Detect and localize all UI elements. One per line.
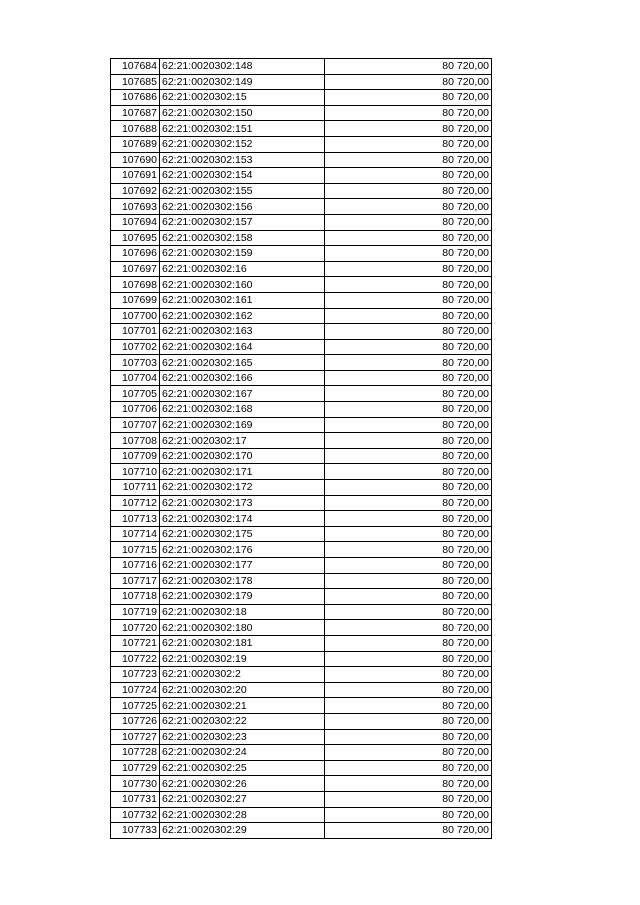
table-row — [111, 59, 492, 75]
cadastral-number-cell: 62:21:0020302:17 — [160, 433, 325, 449]
cadastral-value-cell: 80 720,00 — [325, 526, 492, 542]
cadastral-number-cell: 62:21:0020302:160 — [160, 277, 325, 293]
cadastral-value-cell: 80 720,00 — [325, 667, 492, 683]
row-number-cell: 107719 — [111, 604, 160, 620]
table-row — [111, 370, 492, 386]
table-row — [111, 480, 492, 496]
table-row — [111, 698, 492, 714]
table-row — [111, 308, 492, 324]
row-number-cell: 107718 — [111, 589, 160, 605]
row-number-cell: 107701 — [111, 324, 160, 340]
table-row — [111, 246, 492, 262]
table-row — [111, 105, 492, 121]
table-row — [111, 635, 492, 651]
cadastral-number-cell: 62:21:0020302:161 — [160, 292, 325, 308]
cadastral-number-cell: 62:21:0020302:19 — [160, 651, 325, 667]
row-number-cell: 107705 — [111, 386, 160, 402]
row-number-cell: 107695 — [111, 230, 160, 246]
cadastral-number-cell: 62:21:0020302:27 — [160, 791, 325, 807]
table-row — [111, 448, 492, 464]
row-number-cell: 107694 — [111, 214, 160, 230]
cadastral-value-cell: 80 720,00 — [325, 230, 492, 246]
cadastral-value-cell: 80 720,00 — [325, 136, 492, 152]
table-row — [111, 729, 492, 745]
cadastral-value-cell: 80 720,00 — [325, 776, 492, 792]
row-number-cell: 107692 — [111, 183, 160, 199]
cadastral-number-cell: 62:21:0020302:155 — [160, 183, 325, 199]
row-number-cell: 107687 — [111, 105, 160, 121]
table-row — [111, 760, 492, 776]
table-row — [111, 230, 492, 246]
row-number-cell: 107684 — [111, 59, 160, 75]
cadastral-value-cell: 80 720,00 — [325, 59, 492, 75]
cadastral-number-cell: 62:21:0020302:152 — [160, 136, 325, 152]
cadastral-number-cell: 62:21:0020302:156 — [160, 199, 325, 215]
row-number-cell: 107706 — [111, 402, 160, 418]
cadastral-number-cell: 62:21:0020302:162 — [160, 308, 325, 324]
row-number-cell: 107702 — [111, 339, 160, 355]
cadastral-value-cell: 80 720,00 — [325, 246, 492, 262]
cadastral-value-cell: 80 720,00 — [325, 105, 492, 121]
cadastral-value-cell: 80 720,00 — [325, 573, 492, 589]
cadastral-number-cell: 62:21:0020302:164 — [160, 339, 325, 355]
cadastral-value-cell: 80 720,00 — [325, 433, 492, 449]
cadastral-number-cell: 62:21:0020302:163 — [160, 324, 325, 340]
cadastral-value-cell: 80 720,00 — [325, 713, 492, 729]
table-row — [111, 277, 492, 293]
cadastral-value-cell: 80 720,00 — [325, 698, 492, 714]
row-number-cell: 107712 — [111, 495, 160, 511]
cadastral-value-cell: 80 720,00 — [325, 168, 492, 184]
cadastral-number-cell: 62:21:0020302:25 — [160, 760, 325, 776]
cadastral-value-cell: 80 720,00 — [325, 370, 492, 386]
cadastral-number-cell: 62:21:0020302:148 — [160, 59, 325, 75]
cadastral-number-cell: 62:21:0020302:24 — [160, 745, 325, 761]
table-row — [111, 74, 492, 90]
cadastral-number-cell: 62:21:0020302:21 — [160, 698, 325, 714]
cadastral-number-cell: 62:21:0020302:28 — [160, 807, 325, 823]
table-row — [111, 682, 492, 698]
cadastral-value-cell: 80 720,00 — [325, 807, 492, 823]
table-row — [111, 542, 492, 558]
row-number-cell: 107708 — [111, 433, 160, 449]
table-row — [111, 791, 492, 807]
cadastral-number-cell: 62:21:0020302:173 — [160, 495, 325, 511]
cadastral-number-cell: 62:21:0020302:165 — [160, 355, 325, 371]
row-number-cell: 107710 — [111, 464, 160, 480]
row-number-cell: 107700 — [111, 308, 160, 324]
cadastral-value-cell: 80 720,00 — [325, 729, 492, 745]
cadastral-number-cell: 62:21:0020302:151 — [160, 121, 325, 137]
cadastral-value-cell: 80 720,00 — [325, 791, 492, 807]
table-row — [111, 511, 492, 527]
table-row — [111, 573, 492, 589]
row-number-cell: 107730 — [111, 776, 160, 792]
cadastral-number-cell: 62:21:0020302:22 — [160, 713, 325, 729]
cadastral-value-cell: 80 720,00 — [325, 199, 492, 215]
cadastral-number-cell: 62:21:0020302:26 — [160, 776, 325, 792]
cadastral-number-cell: 62:21:0020302:181 — [160, 635, 325, 651]
cadastral-number-cell: 62:21:0020302:20 — [160, 682, 325, 698]
row-number-cell: 107713 — [111, 511, 160, 527]
cadastral-value-cell: 80 720,00 — [325, 277, 492, 293]
cadastral-number-cell: 62:21:0020302:150 — [160, 105, 325, 121]
cadastral-value-cell: 80 720,00 — [325, 464, 492, 480]
cadastral-number-cell: 62:21:0020302:172 — [160, 480, 325, 496]
row-number-cell: 107728 — [111, 745, 160, 761]
cadastral-number-cell: 62:21:0020302:29 — [160, 823, 325, 839]
row-number-cell: 107731 — [111, 791, 160, 807]
cadastral-value-cell: 80 720,00 — [325, 417, 492, 433]
cadastral-number-cell: 62:21:0020302:149 — [160, 74, 325, 90]
cadastral-value-cell: 80 720,00 — [325, 261, 492, 277]
row-number-cell: 107689 — [111, 136, 160, 152]
cadastral-value-cell: 80 720,00 — [325, 558, 492, 574]
row-number-cell: 107729 — [111, 760, 160, 776]
cadastral-number-cell: 62:21:0020302:153 — [160, 152, 325, 168]
table-row — [111, 464, 492, 480]
row-number-cell: 107722 — [111, 651, 160, 667]
row-number-cell: 107709 — [111, 448, 160, 464]
cadastral-value-cell: 80 720,00 — [325, 402, 492, 418]
row-number-cell: 107721 — [111, 635, 160, 651]
cadastral-number-cell: 62:21:0020302:15 — [160, 90, 325, 106]
table-row — [111, 651, 492, 667]
row-number-cell: 107727 — [111, 729, 160, 745]
table-row — [111, 558, 492, 574]
cadastral-number-cell: 62:21:0020302:168 — [160, 402, 325, 418]
row-number-cell: 107724 — [111, 682, 160, 698]
row-number-cell: 107725 — [111, 698, 160, 714]
row-number-cell: 107697 — [111, 261, 160, 277]
row-number-cell: 107691 — [111, 168, 160, 184]
cadastral-value-table — [110, 58, 492, 839]
table-row — [111, 214, 492, 230]
cadastral-value-cell: 80 720,00 — [325, 355, 492, 371]
row-number-cell: 107704 — [111, 370, 160, 386]
table-row — [111, 183, 492, 199]
cadastral-value-cell: 80 720,00 — [325, 495, 492, 511]
cadastral-value-cell: 80 720,00 — [325, 90, 492, 106]
table-row — [111, 745, 492, 761]
cadastral-value-cell: 80 720,00 — [325, 823, 492, 839]
row-number-cell: 107723 — [111, 667, 160, 683]
table-row — [111, 589, 492, 605]
cadastral-value-cell: 80 720,00 — [325, 339, 492, 355]
table-row — [111, 90, 492, 106]
cadastral-value-cell: 80 720,00 — [325, 121, 492, 137]
table-row — [111, 121, 492, 137]
row-number-cell: 107716 — [111, 558, 160, 574]
cadastral-value-cell: 80 720,00 — [325, 152, 492, 168]
cadastral-number-cell: 62:21:0020302:170 — [160, 448, 325, 464]
table-row — [111, 667, 492, 683]
cadastral-number-cell: 62:21:0020302:171 — [160, 464, 325, 480]
cadastral-number-cell: 62:21:0020302:179 — [160, 589, 325, 605]
cadastral-value-cell: 80 720,00 — [325, 511, 492, 527]
cadastral-number-cell: 62:21:0020302:159 — [160, 246, 325, 262]
cadastral-number-cell: 62:21:0020302:167 — [160, 386, 325, 402]
cadastral-number-cell: 62:21:0020302:174 — [160, 511, 325, 527]
table-row — [111, 495, 492, 511]
cadastral-number-cell: 62:21:0020302:16 — [160, 261, 325, 277]
table-row — [111, 152, 492, 168]
cadastral-number-cell: 62:21:0020302:158 — [160, 230, 325, 246]
cadastral-value-cell: 80 720,00 — [325, 635, 492, 651]
cadastral-number-cell: 62:21:0020302:166 — [160, 370, 325, 386]
row-number-cell: 107711 — [111, 480, 160, 496]
table-row — [111, 776, 492, 792]
cadastral-number-cell: 62:21:0020302:154 — [160, 168, 325, 184]
table-row — [111, 526, 492, 542]
row-number-cell: 107733 — [111, 823, 160, 839]
row-number-cell: 107696 — [111, 246, 160, 262]
cadastral-value-cell: 80 720,00 — [325, 589, 492, 605]
cadastral-number-cell: 62:21:0020302:177 — [160, 558, 325, 574]
table-row — [111, 339, 492, 355]
cadastral-value-cell: 80 720,00 — [325, 386, 492, 402]
cadastral-number-cell: 62:21:0020302:157 — [160, 214, 325, 230]
row-number-cell: 107717 — [111, 573, 160, 589]
table-row — [111, 417, 492, 433]
cadastral-value-cell: 80 720,00 — [325, 324, 492, 340]
cadastral-number-cell: 62:21:0020302:23 — [160, 729, 325, 745]
row-number-cell: 107686 — [111, 90, 160, 106]
row-number-cell: 107699 — [111, 292, 160, 308]
table-row — [111, 292, 492, 308]
table-row — [111, 604, 492, 620]
row-number-cell: 107690 — [111, 152, 160, 168]
cadastral-value-cell: 80 720,00 — [325, 620, 492, 636]
table-row — [111, 355, 492, 371]
table-row — [111, 261, 492, 277]
cadastral-value-cell: 80 720,00 — [325, 480, 492, 496]
table-row — [111, 807, 492, 823]
table-row — [111, 199, 492, 215]
row-number-cell: 107698 — [111, 277, 160, 293]
cadastral-number-cell: 62:21:0020302:2 — [160, 667, 325, 683]
cadastral-number-cell: 62:21:0020302:178 — [160, 573, 325, 589]
cadastral-value-cell: 80 720,00 — [325, 682, 492, 698]
table-row — [111, 823, 492, 839]
row-number-cell: 107685 — [111, 74, 160, 90]
cadastral-number-cell: 62:21:0020302:18 — [160, 604, 325, 620]
cadastral-value-cell: 80 720,00 — [325, 448, 492, 464]
row-number-cell: 107693 — [111, 199, 160, 215]
cadastral-value-cell: 80 720,00 — [325, 74, 492, 90]
cadastral-value-cell: 80 720,00 — [325, 604, 492, 620]
row-number-cell: 107720 — [111, 620, 160, 636]
table-row — [111, 433, 492, 449]
row-number-cell: 107707 — [111, 417, 160, 433]
cadastral-value-cell: 80 720,00 — [325, 308, 492, 324]
cadastral-value-cell: 80 720,00 — [325, 292, 492, 308]
table-row — [111, 324, 492, 340]
row-number-cell: 107714 — [111, 526, 160, 542]
cadastral-value-cell: 80 720,00 — [325, 542, 492, 558]
row-number-cell: 107732 — [111, 807, 160, 823]
row-number-cell: 107703 — [111, 355, 160, 371]
table-row — [111, 620, 492, 636]
cadastral-number-cell: 62:21:0020302:175 — [160, 526, 325, 542]
cadastral-value-cell: 80 720,00 — [325, 651, 492, 667]
table-row — [111, 386, 492, 402]
table-row — [111, 168, 492, 184]
table-row — [111, 136, 492, 152]
cadastral-value-cell: 80 720,00 — [325, 214, 492, 230]
row-number-cell: 107726 — [111, 713, 160, 729]
cadastral-value-cell: 80 720,00 — [325, 183, 492, 199]
row-number-cell: 107688 — [111, 121, 160, 137]
table-body — [111, 59, 492, 839]
cadastral-value-cell: 80 720,00 — [325, 760, 492, 776]
cadastral-number-cell: 62:21:0020302:176 — [160, 542, 325, 558]
table-row — [111, 713, 492, 729]
cadastral-value-cell: 80 720,00 — [325, 745, 492, 761]
row-number-cell: 107715 — [111, 542, 160, 558]
cadastral-number-cell: 62:21:0020302:169 — [160, 417, 325, 433]
table-row — [111, 402, 492, 418]
cadastral-number-cell: 62:21:0020302:180 — [160, 620, 325, 636]
